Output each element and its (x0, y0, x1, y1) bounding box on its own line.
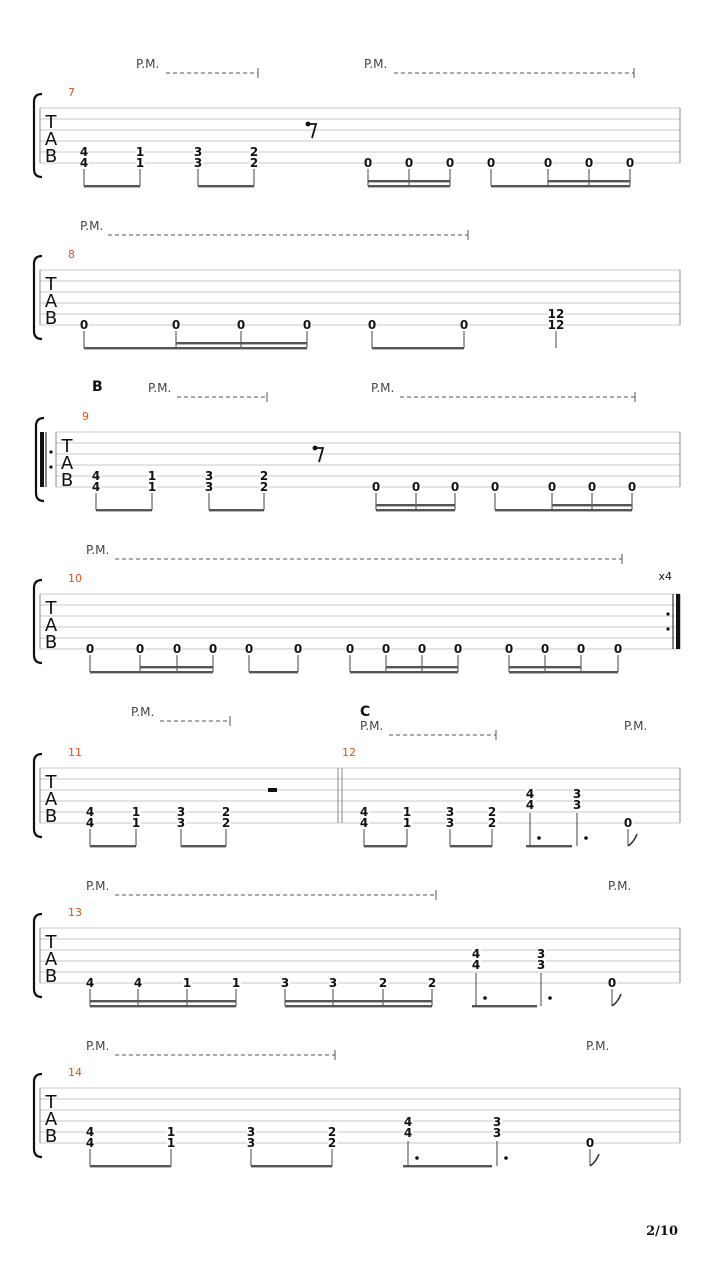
note-beam (90, 1000, 236, 1002)
fret-number: 0 (584, 156, 594, 170)
eighth-rest (315, 448, 323, 462)
fret-number: 1 (402, 816, 412, 830)
tab-letter: B (44, 1126, 58, 1147)
tab-system (34, 68, 680, 187)
palm-mute-label: P.M. (80, 219, 104, 233)
fret-number: 1 (147, 469, 157, 483)
system-bracket (34, 256, 42, 339)
repeat-dot (666, 627, 669, 630)
eighth-rest-dot (313, 446, 318, 451)
fret-number: 0 (236, 318, 246, 332)
palm-mute-label: P.M. (148, 381, 172, 395)
fret-number: 3 (204, 469, 214, 483)
note-beam (90, 1005, 236, 1007)
note-beam (140, 666, 213, 668)
tab-letter: B (44, 146, 58, 167)
fret-number: 2 (487, 816, 497, 830)
fret-number: 0 (381, 642, 391, 656)
fret-number: 0 (208, 642, 218, 656)
fret-number: 1 (402, 805, 412, 819)
note-beam (548, 180, 630, 182)
fret-number: 0 (411, 480, 421, 494)
tab-letter: T (45, 1092, 57, 1113)
note-beam (386, 666, 458, 668)
fret-number: 0 (627, 480, 637, 494)
note-beam (176, 342, 307, 344)
repeat-dot (666, 612, 669, 615)
repeat-dot (49, 465, 52, 468)
fret-number: 0 (302, 318, 312, 332)
fret-number: 0 (293, 642, 303, 656)
note-beam (548, 185, 630, 187)
measure-number: 8 (68, 248, 75, 261)
fret-number: 4 (79, 156, 89, 170)
fret-number: 0 (540, 642, 550, 656)
note-beam (285, 1000, 432, 1002)
tab-letter: A (44, 291, 58, 312)
measure-number: 9 (82, 410, 89, 423)
note-flag (612, 994, 621, 1006)
measure-number: 10 (68, 572, 82, 585)
note-beam (376, 509, 455, 511)
fret-number: 3 (445, 805, 455, 819)
note-beam (403, 1165, 492, 1167)
section-label: B (92, 379, 103, 395)
note-beam (198, 185, 254, 187)
rhythm-dot (548, 996, 552, 1000)
note-beam (140, 671, 213, 673)
fret-number: 4 (403, 1126, 413, 1140)
fret-number: 0 (417, 642, 427, 656)
fret-number: 4 (85, 976, 95, 990)
tab-system (34, 890, 680, 1007)
fret-number: 1 (166, 1136, 176, 1150)
fret-number: 1 (135, 156, 145, 170)
note-beam (96, 509, 152, 511)
palm-mute-label: P.M. (136, 57, 160, 71)
palm-mute-label: P.M. (624, 719, 648, 733)
page-number: 2/10 (646, 1224, 678, 1239)
fret-number: 0 (445, 156, 455, 170)
fret-number: 4 (471, 958, 481, 972)
system-bracket (34, 580, 42, 663)
fret-number: 4 (403, 1115, 413, 1129)
fret-number: 0 (543, 156, 553, 170)
system-bracket (34, 94, 42, 177)
palm-mute-label: P.M. (364, 57, 388, 71)
fret-number: 1 (231, 976, 241, 990)
measure-number: 14 (68, 1066, 82, 1079)
tab-letter: A (44, 789, 58, 810)
tab-letter: B (44, 632, 58, 653)
fret-number: 3 (445, 816, 455, 830)
measure-number: 7 (68, 86, 75, 99)
fret-number: 2 (327, 1136, 337, 1150)
fret-number: 0 (244, 642, 254, 656)
fret-number: 0 (363, 156, 373, 170)
rhythm-dot (483, 996, 487, 1000)
tab-letter: T (45, 112, 57, 133)
fret-number: 3 (176, 816, 186, 830)
fret-number: 3 (176, 805, 186, 819)
fret-number: 4 (85, 1136, 95, 1150)
fret-number: 2 (249, 156, 259, 170)
fret-number: 0 (85, 642, 95, 656)
tab-letter: A (44, 129, 58, 150)
fret-number: 3 (328, 976, 338, 990)
fret-number: 0 (135, 642, 145, 656)
fret-number: 1 (147, 480, 157, 494)
fret-number: 4 (525, 787, 535, 801)
eighth-rest-dot (306, 122, 311, 127)
fret-number: 4 (359, 816, 369, 830)
fret-number: 2 (487, 805, 497, 819)
note-beam (90, 671, 140, 673)
note-flag (590, 1154, 599, 1166)
note-beam (251, 1165, 332, 1167)
fret-number: 2 (221, 805, 231, 819)
fret-number: 0 (453, 642, 463, 656)
fret-number: 2 (378, 976, 388, 990)
tab-letter: T (61, 436, 73, 457)
measure-number: 13 (68, 906, 82, 919)
fret-number: 4 (91, 469, 101, 483)
tab-letter: A (60, 453, 74, 474)
tab-system (36, 392, 680, 511)
fret-number: 2 (249, 145, 259, 159)
fret-number: 4 (91, 480, 101, 494)
note-beam (84, 347, 176, 349)
palm-mute-label: P.M. (608, 879, 632, 893)
fret-number: 12 (547, 307, 565, 321)
fret-number: 0 (623, 816, 633, 830)
fret-number: 0 (371, 480, 381, 494)
note-beam (249, 671, 298, 673)
tab-letter: B (44, 308, 58, 329)
fret-number: 1 (166, 1125, 176, 1139)
note-beam (450, 845, 492, 847)
fret-number: 0 (450, 480, 460, 494)
system-bracket (34, 754, 42, 837)
eighth-rest (308, 124, 316, 138)
fret-number: 3 (204, 480, 214, 494)
rhythm-dot (415, 1156, 419, 1160)
repeat-dot (49, 450, 52, 453)
fret-number: 0 (171, 318, 181, 332)
fret-number: 0 (607, 976, 617, 990)
fret-number: 4 (85, 816, 95, 830)
tab-system (34, 1050, 680, 1167)
measure-number: 12 (342, 746, 356, 759)
fret-number: 2 (259, 469, 269, 483)
note-flag (628, 834, 637, 846)
fret-number: 0 (490, 480, 500, 494)
fret-number: 3 (193, 156, 203, 170)
note-beam (386, 671, 458, 673)
fret-number: 3 (492, 1126, 502, 1140)
fret-number: 1 (182, 976, 192, 990)
note-beam (526, 845, 572, 847)
palm-mute-label: P.M. (86, 879, 110, 893)
note-beam (472, 1005, 537, 1007)
note-beam (491, 185, 548, 187)
fret-number: 4 (79, 145, 89, 159)
note-beam (552, 509, 632, 511)
repeat-count: x4 (658, 570, 672, 583)
fret-number: 2 (221, 816, 231, 830)
fret-number: 4 (471, 947, 481, 961)
note-beam (368, 185, 450, 187)
system-bracket (34, 1074, 42, 1157)
tab-system (34, 230, 680, 349)
rhythm-dot (504, 1156, 508, 1160)
tab-letter: B (60, 470, 74, 491)
fret-number: 3 (193, 145, 203, 159)
note-beam (372, 347, 464, 349)
section-label: C (360, 704, 371, 720)
fret-number: 4 (133, 976, 143, 990)
fret-number: 3 (492, 1115, 502, 1129)
tab-letter: T (45, 932, 57, 953)
fret-number: 1 (131, 805, 141, 819)
fret-number: 4 (525, 798, 535, 812)
note-beam (209, 509, 264, 511)
fret-number: 2 (259, 480, 269, 494)
palm-mute-label: P.M. (360, 719, 384, 733)
fret-number: 0 (613, 642, 623, 656)
tab-letter: A (44, 1109, 58, 1130)
fret-number: 0 (459, 318, 469, 332)
fret-number: 3 (280, 976, 290, 990)
half-rest (268, 788, 277, 792)
system-bracket (34, 914, 42, 997)
palm-mute-label: P.M. (86, 1039, 110, 1053)
fret-number: 0 (504, 642, 514, 656)
note-beam (376, 504, 455, 506)
note-beam (581, 671, 618, 673)
palm-mute-label: P.M. (86, 543, 110, 557)
tab-letter: B (44, 966, 58, 987)
tab-letter: T (45, 598, 57, 619)
fret-number: 0 (625, 156, 635, 170)
repeat-end-thick (676, 594, 680, 649)
palm-mute-label: P.M. (371, 381, 395, 395)
fret-number: 0 (79, 318, 89, 332)
rhythm-dot (584, 836, 588, 840)
fret-number: 0 (576, 642, 586, 656)
fret-number: 2 (427, 976, 437, 990)
rhythm-dot (537, 836, 541, 840)
palm-mute-label: P.M. (586, 1039, 610, 1053)
tab-letter: A (44, 949, 58, 970)
palm-mute-label: P.M. (131, 705, 155, 719)
note-beam (285, 1005, 432, 1007)
note-beam (495, 509, 552, 511)
measure-number: 11 (68, 746, 82, 759)
note-beam (90, 1165, 171, 1167)
fret-number: 0 (486, 156, 496, 170)
tab-letter: T (45, 274, 57, 295)
fret-number: 4 (85, 805, 95, 819)
note-beam (350, 671, 386, 673)
note-beam (364, 845, 407, 847)
fret-number: 4 (359, 805, 369, 819)
note-beam (176, 347, 307, 349)
fret-number: 3 (572, 798, 582, 812)
note-beam (552, 504, 632, 506)
fret-number: 3 (246, 1136, 256, 1150)
note-beam (84, 185, 140, 187)
note-beam (181, 845, 226, 847)
fret-number: 0 (547, 480, 557, 494)
fret-number: 0 (585, 1136, 595, 1150)
note-beam (509, 671, 581, 673)
fret-number: 0 (172, 642, 182, 656)
fret-number: 0 (367, 318, 377, 332)
fret-number: 2 (327, 1125, 337, 1139)
fret-number: 3 (246, 1125, 256, 1139)
fret-number: 0 (404, 156, 414, 170)
repeat-start-thick (40, 432, 44, 487)
tab-letter: T (45, 772, 57, 793)
fret-number: 4 (85, 1125, 95, 1139)
fret-number: 1 (131, 816, 141, 830)
fret-number: 3 (536, 958, 546, 972)
fret-number: 3 (572, 787, 582, 801)
fret-number: 3 (536, 947, 546, 961)
fret-number: 0 (587, 480, 597, 494)
fret-number: 12 (547, 318, 565, 332)
note-beam (90, 845, 136, 847)
note-beam (368, 180, 450, 182)
fret-number: 0 (345, 642, 355, 656)
tab-letter: A (44, 615, 58, 636)
fret-number: 1 (135, 145, 145, 159)
tab-letter: B (44, 806, 58, 827)
note-beam (509, 666, 581, 668)
